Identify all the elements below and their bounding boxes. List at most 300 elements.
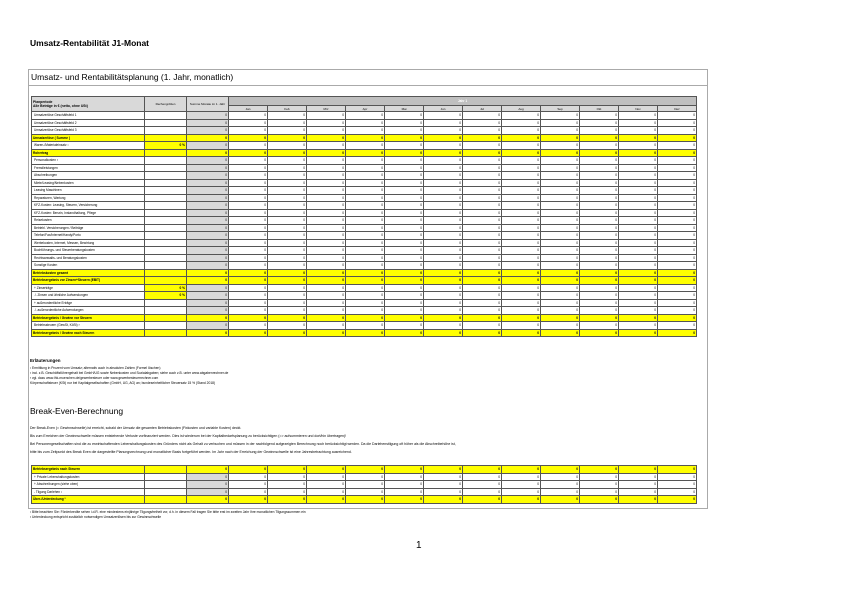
- row-value: 0: [580, 164, 619, 172]
- row-value: 0: [307, 239, 346, 247]
- footnote-3: ³ vgl. dazu www.ihk-muenchen.de/gewerbesteuer oder www.gewerbesteuerrechner.com: [30, 376, 159, 380]
- row-value: 0: [619, 142, 658, 150]
- row-value: 0: [580, 217, 619, 225]
- row-value: 0: [346, 314, 385, 322]
- row-sum: 0: [187, 247, 229, 255]
- row-value: 0: [385, 277, 424, 285]
- month-header: Feb: [268, 106, 307, 112]
- row-value: 0: [619, 254, 658, 262]
- row-value: 0: [424, 202, 463, 210]
- row-value: 0: [541, 164, 580, 172]
- row-value: 0: [541, 262, 580, 270]
- row-value: 0: [580, 127, 619, 135]
- row-sum: 0: [187, 224, 229, 232]
- row-value: 0: [424, 466, 463, 474]
- row-rechengroesse: [145, 157, 187, 165]
- row-value: 0: [619, 284, 658, 292]
- row-value: 0: [268, 299, 307, 307]
- row-value: 0: [658, 496, 697, 504]
- row-value: 0: [658, 322, 697, 330]
- row-value: 0: [541, 488, 580, 496]
- row-label: Betriebsergebnis vor Zinsen+Steuern (EBIT): [32, 277, 145, 285]
- row-value: 0: [463, 112, 502, 120]
- row-sum: 0: [187, 254, 229, 262]
- row-value: 0: [229, 284, 268, 292]
- row-sum: 0: [187, 239, 229, 247]
- row-sum: 0: [187, 164, 229, 172]
- row-value: 0: [502, 157, 541, 165]
- row-value: 0: [463, 284, 502, 292]
- row-value: 0: [580, 247, 619, 255]
- row-value: 0: [658, 224, 697, 232]
- row-value: 0: [502, 473, 541, 481]
- row-value: 0: [658, 473, 697, 481]
- row-value: 0: [385, 488, 424, 496]
- row-value: 0: [346, 247, 385, 255]
- row-rechengroesse: [145, 269, 187, 277]
- row-value: 0: [463, 172, 502, 180]
- row-value: 0: [229, 481, 268, 489]
- row-value: 0: [658, 157, 697, 165]
- row-value: 0: [463, 247, 502, 255]
- row-value: 0: [502, 127, 541, 135]
- row-value: 0: [268, 481, 307, 489]
- row-value: 0: [580, 224, 619, 232]
- row-value: 0: [268, 496, 307, 504]
- row-value: 0: [424, 134, 463, 142]
- row-value: 0: [502, 202, 541, 210]
- row-value: 0: [658, 202, 697, 210]
- month-header: Jan: [229, 106, 268, 112]
- row-value: 0: [541, 269, 580, 277]
- row-value: 0: [229, 172, 268, 180]
- row-label: Umsatzerlöse Geschäftsfeld 2: [32, 119, 145, 127]
- row-value: 0: [658, 187, 697, 195]
- page-number: 1: [416, 540, 422, 551]
- break-even-title: Break-Even-Berechnung: [30, 406, 124, 416]
- row-value: 0: [658, 217, 697, 225]
- row-value: 0: [346, 481, 385, 489]
- table-row: [32, 217, 697, 225]
- row-value: 0: [541, 239, 580, 247]
- row-value: 0: [385, 247, 424, 255]
- row-value: 0: [619, 119, 658, 127]
- row-value: 0: [424, 473, 463, 481]
- table-row: [32, 164, 697, 172]
- row-value: 0: [307, 466, 346, 474]
- row-value: 0: [385, 202, 424, 210]
- row-label: + Abschreibungen (siehe oben): [32, 481, 145, 489]
- row-value: 0: [346, 164, 385, 172]
- row-value: 0: [229, 239, 268, 247]
- row-value: 0: [307, 473, 346, 481]
- row-value: 0: [346, 202, 385, 210]
- row-label: - Tilgung Darlehen ¹: [32, 488, 145, 496]
- row-value: 0: [424, 217, 463, 225]
- row-value: 0: [229, 119, 268, 127]
- row-value: 0: [268, 284, 307, 292]
- row-value: 0: [502, 224, 541, 232]
- row-value: 0: [619, 217, 658, 225]
- row-rechengroesse: [145, 488, 187, 496]
- row-value: 0: [541, 142, 580, 150]
- row-value: 0: [385, 254, 424, 262]
- row-value: 0: [619, 164, 658, 172]
- month-header: Mai: [385, 106, 424, 112]
- row-rechengroesse: [145, 496, 187, 504]
- table-row: [32, 488, 697, 496]
- header-planperiode: [32, 97, 145, 112]
- row-value: 0: [307, 172, 346, 180]
- row-value: 0: [658, 247, 697, 255]
- table-row: [32, 232, 697, 240]
- header-rechengroessen: Rechengrößen: [145, 97, 187, 112]
- row-value: 0: [502, 292, 541, 300]
- row-value: 0: [385, 194, 424, 202]
- row-value: 0: [658, 488, 697, 496]
- row-value: 0: [619, 329, 658, 337]
- row-value: 0: [502, 254, 541, 262]
- row-value: 0: [346, 307, 385, 315]
- row-value: 0: [658, 481, 697, 489]
- row-label: Miete/Leasing/Nebenkosten: [32, 179, 145, 187]
- row-value: 0: [502, 119, 541, 127]
- row-value: 0: [502, 179, 541, 187]
- row-value: 0: [541, 277, 580, 285]
- row-value: 0: [268, 224, 307, 232]
- row-value: 0: [346, 292, 385, 300]
- row-value: 0: [385, 299, 424, 307]
- row-value: 0: [307, 481, 346, 489]
- row-value: 0: [268, 314, 307, 322]
- row-label: Betriebskosten gesamt: [32, 269, 145, 277]
- row-value: 0: [307, 142, 346, 150]
- row-value: 0: [424, 157, 463, 165]
- row-value: 0: [580, 262, 619, 270]
- row-sum: 0: [187, 277, 229, 285]
- row-value: 0: [463, 157, 502, 165]
- row-value: 0: [229, 217, 268, 225]
- row-value: 0: [541, 314, 580, 322]
- row-value: 0: [424, 322, 463, 330]
- row-value: 0: [385, 307, 424, 315]
- row-value: 0: [424, 488, 463, 496]
- row-value: 0: [619, 269, 658, 277]
- row-value: 0: [229, 179, 268, 187]
- row-label: Betriebsergebnis nach Steuern: [32, 466, 145, 474]
- row-value: 0: [463, 307, 502, 315]
- row-value: 0: [463, 269, 502, 277]
- row-value: 0: [619, 134, 658, 142]
- row-value: 0: [307, 322, 346, 330]
- table-row: [32, 119, 697, 127]
- row-value: 0: [424, 224, 463, 232]
- row-value: 0: [580, 254, 619, 262]
- table-row: [32, 134, 697, 142]
- row-value: 0: [346, 179, 385, 187]
- row-value: 0: [268, 329, 307, 337]
- row-value: 0: [580, 299, 619, 307]
- row-value: 0: [541, 149, 580, 157]
- row-value: 0: [580, 322, 619, 330]
- break-even-footnote-2: ² Unterdeckung entspricht zusätzlich notwendigen Umsatzerlösen bis zur Gewinnschwelle: [30, 515, 162, 519]
- table-row: [32, 239, 697, 247]
- row-value: 0: [229, 247, 268, 255]
- row-sum: 0: [187, 488, 229, 496]
- row-value: 0: [346, 299, 385, 307]
- row-sum: 0: [187, 157, 229, 165]
- row-value: 0: [658, 209, 697, 217]
- footnote-3b: Körperschaftsteuer (KSt) nur bei Kapitalgesellschaften (GmbH, UG, AG) an; bundeseinheitlicher Steuersatz 15 % (Stand 2018): [30, 381, 216, 385]
- row-label: ./. Zinsen und ähnliche Aufwendungen: [32, 292, 145, 300]
- table-row: [32, 299, 697, 307]
- notes-heading: Erläuterungen: [30, 358, 61, 363]
- row-value: 0: [268, 202, 307, 210]
- month-header: Sep: [541, 106, 580, 112]
- row-value: 0: [658, 164, 697, 172]
- row-value: 0: [502, 194, 541, 202]
- row-value: 0: [385, 172, 424, 180]
- row-value: 0: [307, 209, 346, 217]
- row-rechengroesse: [145, 119, 187, 127]
- row-value: 0: [229, 202, 268, 210]
- row-value: 0: [385, 314, 424, 322]
- row-value: 0: [463, 314, 502, 322]
- row-value: 0: [658, 232, 697, 240]
- row-sum: 0: [187, 299, 229, 307]
- table-row: [32, 194, 697, 202]
- row-rechengroesse: [145, 254, 187, 262]
- row-value: 0: [229, 473, 268, 481]
- row-value: 0: [541, 119, 580, 127]
- row-value: 0: [619, 277, 658, 285]
- row-value: 0: [346, 473, 385, 481]
- header-planperiode-label: Planperiode: [33, 100, 53, 104]
- row-value: 0: [385, 466, 424, 474]
- row-value: 0: [346, 232, 385, 240]
- row-value: 0: [658, 149, 697, 157]
- row-value: 0: [502, 112, 541, 120]
- row-value: 0: [541, 224, 580, 232]
- row-value: 0: [346, 209, 385, 217]
- row-value: 0: [268, 127, 307, 135]
- row-value: 0: [619, 194, 658, 202]
- row-value: 0: [424, 232, 463, 240]
- row-rechengroesse: [145, 314, 187, 322]
- row-value: 0: [307, 112, 346, 120]
- row-value: 0: [658, 329, 697, 337]
- month-header: Okt: [580, 106, 619, 112]
- row-value: 0: [229, 269, 268, 277]
- row-value: 0: [385, 269, 424, 277]
- row-value: 0: [658, 172, 697, 180]
- row-label: Rechtsanwalts- und Beratungskosten: [32, 254, 145, 262]
- table-row: [32, 292, 697, 300]
- row-value: 0: [385, 224, 424, 232]
- row-value: 0: [463, 164, 502, 172]
- month-header: Jul: [463, 106, 502, 112]
- row-value: 0: [580, 149, 619, 157]
- row-value: 0: [502, 239, 541, 247]
- row-value: 0: [229, 164, 268, 172]
- row-value: 0: [346, 157, 385, 165]
- row-value: 0: [463, 149, 502, 157]
- row-value: 0: [229, 127, 268, 135]
- row-value: 0: [658, 112, 697, 120]
- table-row: [32, 466, 697, 474]
- table-row: [32, 112, 697, 120]
- row-value: 0: [385, 142, 424, 150]
- row-value: 0: [424, 239, 463, 247]
- row-value: 0: [541, 187, 580, 195]
- row-value: 0: [424, 119, 463, 127]
- row-value: 0: [541, 329, 580, 337]
- row-value: 0: [619, 466, 658, 474]
- row-value: 0: [307, 247, 346, 255]
- row-value: 0: [502, 481, 541, 489]
- row-value: 0: [307, 164, 346, 172]
- row-value: 0: [346, 149, 385, 157]
- row-value: 0: [346, 329, 385, 337]
- row-label: Reparaturen, Wartung: [32, 194, 145, 202]
- row-value: 0: [541, 134, 580, 142]
- row-value: 0: [307, 254, 346, 262]
- row-value: 0: [307, 149, 346, 157]
- row-label: Waren-/Materialeinsatz ¹: [32, 142, 145, 150]
- row-value: 0: [541, 254, 580, 262]
- row-percent: 0 %: [145, 142, 187, 150]
- row-rechengroesse: [145, 164, 187, 172]
- row-value: 0: [502, 466, 541, 474]
- row-value: 0: [385, 134, 424, 142]
- row-value: 0: [580, 292, 619, 300]
- row-value: 0: [580, 142, 619, 150]
- row-label: + Zinserträge: [32, 284, 145, 292]
- row-value: 0: [619, 172, 658, 180]
- row-value: 0: [229, 232, 268, 240]
- row-value: 0: [307, 224, 346, 232]
- table-row: [32, 322, 697, 330]
- row-value: 0: [502, 322, 541, 330]
- row-value: 0: [424, 254, 463, 262]
- row-value: 0: [502, 187, 541, 195]
- break-even-paragraph-4: bitte bis zum Zeitpunkt des Break Even die dargestellte Planungsrechnung und monatlicher Basis fortgeführt werden. Im Jahr nach der Erreichung der Gewinnschwelle ist eine Jahresbetrachtung ausreichend.: [30, 450, 352, 454]
- row-value: 0: [385, 473, 424, 481]
- row-value: 0: [346, 127, 385, 135]
- row-value: 0: [502, 149, 541, 157]
- row-value: 0: [307, 232, 346, 240]
- row-value: 0: [541, 292, 580, 300]
- row-value: 0: [385, 322, 424, 330]
- row-value: 0: [346, 496, 385, 504]
- row-value: 0: [268, 232, 307, 240]
- row-value: 0: [307, 307, 346, 315]
- row-value: 0: [229, 466, 268, 474]
- row-value: 0: [619, 157, 658, 165]
- row-value: 0: [268, 254, 307, 262]
- row-rechengroesse: [145, 217, 187, 225]
- row-value: 0: [268, 322, 307, 330]
- row-value: 0: [346, 217, 385, 225]
- row-value: 0: [658, 142, 697, 150]
- table-row: [32, 149, 697, 157]
- row-value: 0: [268, 247, 307, 255]
- row-label: Umsatzerlöse ( Summe ): [32, 134, 145, 142]
- row-value: 0: [385, 232, 424, 240]
- row-value: 0: [580, 202, 619, 210]
- row-value: 0: [424, 329, 463, 337]
- row-label: Buchführungs- und Steuerberatungskosten: [32, 247, 145, 255]
- row-value: 0: [619, 496, 658, 504]
- row-value: 0: [385, 239, 424, 247]
- row-value: 0: [229, 322, 268, 330]
- table-row: [32, 277, 697, 285]
- row-value: 0: [424, 179, 463, 187]
- row-value: 0: [307, 329, 346, 337]
- row-value: 0: [268, 488, 307, 496]
- row-value: 0: [463, 329, 502, 337]
- table-row: [32, 481, 697, 489]
- row-value: 0: [346, 112, 385, 120]
- row-value: 0: [307, 127, 346, 135]
- row-sum: 0: [187, 209, 229, 217]
- row-value: 0: [346, 269, 385, 277]
- row-value: 0: [424, 481, 463, 489]
- row-percent: 0 %: [145, 284, 187, 292]
- row-value: 0: [385, 179, 424, 187]
- row-rechengroesse: [145, 307, 187, 315]
- row-label: Betriebsergebnis / Gewinn vor Steuern: [32, 314, 145, 322]
- row-value: 0: [580, 119, 619, 127]
- table-row: [32, 473, 697, 481]
- row-value: 0: [229, 496, 268, 504]
- row-value: 0: [307, 119, 346, 127]
- row-value: 0: [658, 119, 697, 127]
- row-rechengroesse: [145, 262, 187, 270]
- row-value: 0: [463, 277, 502, 285]
- row-value: 0: [307, 299, 346, 307]
- row-sum: 0: [187, 142, 229, 150]
- row-value: 0: [346, 119, 385, 127]
- row-value: 0: [541, 127, 580, 135]
- row-value: 0: [463, 254, 502, 262]
- row-label: Über-/Unterdeckung ²: [32, 496, 145, 504]
- row-value: 0: [541, 194, 580, 202]
- row-value: 0: [268, 239, 307, 247]
- row-value: 0: [346, 172, 385, 180]
- row-value: 0: [307, 277, 346, 285]
- row-value: 0: [424, 127, 463, 135]
- table-row: [32, 179, 697, 187]
- row-label: KFZ-Kosten: Benzin, Instandhaltung, Pflege: [32, 209, 145, 217]
- row-value: 0: [229, 187, 268, 195]
- row-label: Umsatzerlöse Geschäftsfeld 3: [32, 127, 145, 135]
- row-label: + Private Lebenshaltungskosten: [32, 473, 145, 481]
- row-value: 0: [385, 164, 424, 172]
- row-rechengroesse: [145, 277, 187, 285]
- row-value: 0: [307, 292, 346, 300]
- row-sum: 0: [187, 112, 229, 120]
- row-value: 0: [619, 262, 658, 270]
- table-row: [32, 254, 697, 262]
- month-header: Apr: [346, 106, 385, 112]
- row-value: 0: [463, 142, 502, 150]
- row-rechengroesse: [145, 232, 187, 240]
- row-value: 0: [424, 307, 463, 315]
- row-value: 0: [658, 134, 697, 142]
- row-value: 0: [385, 292, 424, 300]
- row-value: 0: [541, 247, 580, 255]
